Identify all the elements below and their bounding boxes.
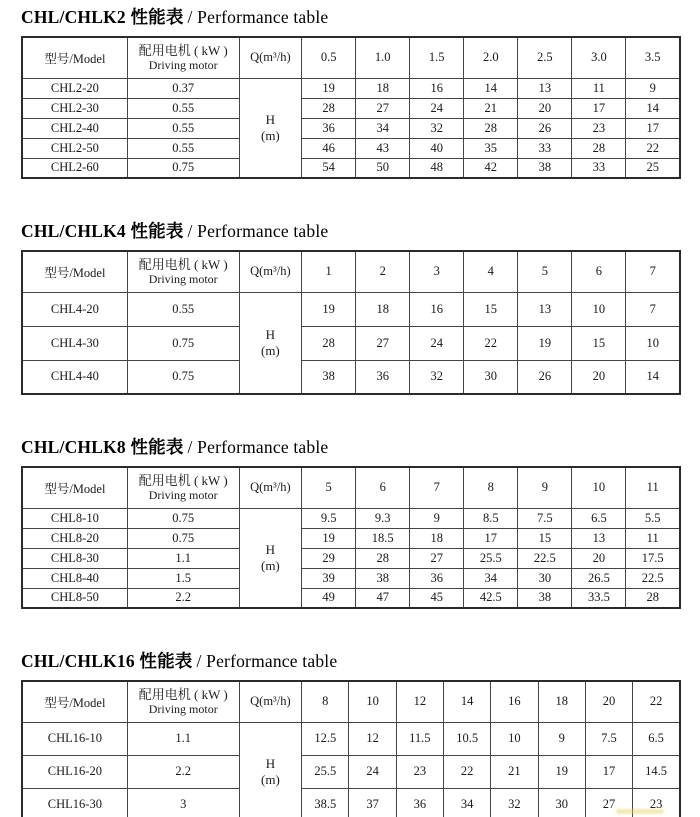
- head-value-cell: 42: [464, 158, 518, 178]
- model-cell: CHL2-40: [22, 118, 127, 138]
- head-unit-cell: [239, 292, 302, 394]
- table-row: [22, 78, 680, 98]
- head-value-cell: 27: [585, 788, 632, 817]
- head-value-cell: 36: [410, 568, 464, 588]
- head-value-cell: 22.5: [626, 568, 680, 588]
- head-unit-cell: [239, 508, 302, 608]
- head-value-cell: 12: [349, 722, 396, 755]
- model-cell: CHL2-20: [22, 78, 127, 98]
- head-value-cell: 32: [491, 788, 538, 817]
- head-value-cell: 28: [626, 588, 680, 608]
- head-symbol: H: [265, 542, 276, 558]
- table-row: [22, 508, 680, 528]
- model-cell: CHL16-10: [22, 722, 127, 755]
- head-value-cell: 36: [302, 118, 356, 138]
- flow-value-header: 16: [491, 681, 538, 722]
- table-row: [22, 158, 680, 178]
- head-value-cell: 10: [572, 292, 626, 326]
- flow-value-header: 10: [572, 467, 626, 508]
- head-value-cell: 17: [464, 528, 518, 548]
- section-chlk2: [21, 6, 681, 179]
- head-value-cell: 18: [410, 528, 464, 548]
- head-value-cell: 19: [302, 78, 356, 98]
- head-value-cell: 22: [626, 138, 680, 158]
- motor-power-cell: 0.55: [127, 292, 239, 326]
- section-title-chlk8: [21, 436, 681, 458]
- motor-power-cell: 0.75: [127, 326, 239, 360]
- model-cell: CHL2-30: [22, 98, 127, 118]
- head-value-cell: 9.5: [302, 508, 356, 528]
- col-header-motor: [127, 681, 239, 722]
- header-row: [22, 251, 680, 292]
- table-row: [22, 326, 680, 360]
- table-body: [22, 722, 680, 817]
- head-value-cell: 18: [356, 292, 410, 326]
- model-cell: CHL8-10: [22, 508, 127, 528]
- head-symbol: H: [265, 327, 276, 343]
- motor-power-cell: 0.55: [127, 118, 239, 138]
- head-value-cell: 11: [626, 528, 680, 548]
- section-chlk8: [21, 436, 681, 609]
- head-value-cell: 27: [356, 98, 410, 118]
- head-value-cell: 35: [464, 138, 518, 158]
- head-value-cell: 14: [626, 98, 680, 118]
- head-value-cell: 10: [491, 722, 538, 755]
- motor-label-en: Driving motor: [148, 702, 218, 717]
- motor-power-cell: 1.1: [127, 548, 239, 568]
- table-row: [22, 98, 680, 118]
- watermark-smudge: [616, 809, 664, 814]
- head-unit-cell: [239, 722, 302, 817]
- head-value-cell: 33: [572, 158, 626, 178]
- head-value-cell: 19: [302, 528, 356, 548]
- head-value-cell: 38: [356, 568, 410, 588]
- head-value-cell: 18.5: [356, 528, 410, 548]
- flow-value-header: 11: [626, 467, 680, 508]
- table-body: [22, 292, 680, 394]
- head-value-cell: 15: [464, 292, 518, 326]
- head-value-cell: 20: [572, 360, 626, 394]
- head-value-cell: 21: [464, 98, 518, 118]
- flow-value-header: 3.0: [572, 37, 626, 78]
- flow-value-header: 2.0: [464, 37, 518, 78]
- flow-value-header: 0.5: [302, 37, 356, 78]
- head-value-cell: 9: [410, 508, 464, 528]
- head-value-cell: 28: [302, 98, 356, 118]
- head-value-cell: 17.5: [626, 548, 680, 568]
- head-value-cell: 33.5: [572, 588, 626, 608]
- col-header-model: 型号/Model: [22, 251, 127, 292]
- table-row: [22, 360, 680, 394]
- head-value-cell: 47: [356, 588, 410, 608]
- table-header: [22, 467, 680, 508]
- flow-value-header: 14: [444, 681, 491, 722]
- head-value-cell: 25.5: [464, 548, 518, 568]
- head-value-cell: 26: [518, 360, 572, 394]
- head-value-cell: 13: [518, 78, 572, 98]
- head-value-cell: 20: [518, 98, 572, 118]
- head-value-cell: 28: [302, 326, 356, 360]
- head-value-cell: 34: [464, 568, 518, 588]
- head-value-cell: 43: [356, 138, 410, 158]
- table-row: [22, 755, 680, 788]
- flow-value-header: 18: [538, 681, 585, 722]
- head-value-cell: 17: [585, 755, 632, 788]
- flow-value-header: 10: [349, 681, 396, 722]
- model-cell: CHL8-50: [22, 588, 127, 608]
- section-chlk16: [21, 650, 681, 817]
- motor-label-zh: 配用电机 ( kW ): [138, 43, 228, 59]
- head-value-cell: 18: [356, 78, 410, 98]
- motor-power-cell: 0.55: [127, 98, 239, 118]
- section-title-chlk4: [21, 220, 681, 242]
- table-row: [22, 788, 680, 817]
- head-value-cell: 33: [518, 138, 572, 158]
- motor-label-zh: 配用电机 ( kW ): [138, 687, 228, 703]
- head-value-cell: 15: [518, 528, 572, 548]
- table-row: [22, 568, 680, 588]
- motor-power-cell: 0.75: [127, 360, 239, 394]
- head-value-cell: 23: [633, 788, 680, 817]
- head-unit: (m): [260, 343, 280, 359]
- table-row: [22, 722, 680, 755]
- header-row: [22, 467, 680, 508]
- performance-table-chlk8: [21, 466, 681, 609]
- head-value-cell: 9: [626, 78, 680, 98]
- table-row: [22, 548, 680, 568]
- title-english: / Performance table: [187, 221, 329, 241]
- flow-value-header: 5: [518, 251, 572, 292]
- head-value-cell: 30: [538, 788, 585, 817]
- table-body: [22, 78, 680, 178]
- flow-value-header: 4: [464, 251, 518, 292]
- flow-value-header: 6: [356, 467, 410, 508]
- head-value-cell: 26: [518, 118, 572, 138]
- head-value-cell: 17: [626, 118, 680, 138]
- head-value-cell: 28: [464, 118, 518, 138]
- head-value-cell: 34: [444, 788, 491, 817]
- head-value-cell: 22.5: [518, 548, 572, 568]
- flow-value-header: 7: [626, 251, 680, 292]
- flow-value-header: 2.5: [518, 37, 572, 78]
- title-model-series: CHL/CHLK16 性能表: [21, 651, 193, 671]
- model-cell: CHL4-30: [22, 326, 127, 360]
- section-chlk4: [21, 220, 681, 395]
- motor-power-cell: 2.2: [127, 755, 239, 788]
- motor-power-cell: 3: [127, 788, 239, 817]
- head-value-cell: 15: [572, 326, 626, 360]
- head-value-cell: 26.5: [572, 568, 626, 588]
- flow-value-header: 1.5: [410, 37, 464, 78]
- head-value-cell: 36: [356, 360, 410, 394]
- head-value-cell: 9.3: [356, 508, 410, 528]
- head-unit: (m): [260, 128, 280, 144]
- model-cell: CHL16-30: [22, 788, 127, 817]
- title-english: / Performance table: [187, 7, 329, 27]
- head-value-cell: 54: [302, 158, 356, 178]
- table-row: [22, 292, 680, 326]
- table-header: [22, 681, 680, 722]
- head-value-cell: 38.5: [302, 788, 349, 817]
- col-header-flow: Q(m³/h): [239, 681, 302, 722]
- head-value-cell: 22: [444, 755, 491, 788]
- model-cell: CHL16-20: [22, 755, 127, 788]
- header-row: [22, 37, 680, 78]
- head-value-cell: 12.5: [302, 722, 349, 755]
- head-value-cell: 10: [626, 326, 680, 360]
- title-model-series: CHL/CHLK2 性能表: [21, 7, 184, 27]
- head-value-cell: 6.5: [633, 722, 680, 755]
- performance-table-chlk16: [21, 680, 681, 817]
- head-value-cell: 19: [518, 326, 572, 360]
- head-value-cell: 40: [410, 138, 464, 158]
- motor-power-cell: 0.55: [127, 138, 239, 158]
- model-cell: CHL4-40: [22, 360, 127, 394]
- head-value-cell: 13: [518, 292, 572, 326]
- flow-value-header: 7: [410, 467, 464, 508]
- model-cell: CHL2-50: [22, 138, 127, 158]
- flow-value-header: 20: [585, 681, 632, 722]
- col-header-motor: [127, 37, 239, 78]
- head-value-cell: 10.5: [444, 722, 491, 755]
- col-header-flow: Q(m³/h): [239, 251, 302, 292]
- head-value-cell: 19: [302, 292, 356, 326]
- head-value-cell: 38: [518, 588, 572, 608]
- head-value-cell: 7: [626, 292, 680, 326]
- head-value-cell: 8.5: [464, 508, 518, 528]
- head-value-cell: 25: [626, 158, 680, 178]
- table-row: [22, 118, 680, 138]
- flow-value-header: 3: [410, 251, 464, 292]
- head-value-cell: 25.5: [302, 755, 349, 788]
- table-header: [22, 37, 680, 78]
- head-value-cell: 45: [410, 588, 464, 608]
- head-value-cell: 5.5: [626, 508, 680, 528]
- head-value-cell: 30: [518, 568, 572, 588]
- head-value-cell: 46: [302, 138, 356, 158]
- head-value-cell: 13: [572, 528, 626, 548]
- head-value-cell: 50: [356, 158, 410, 178]
- col-header-motor: [127, 251, 239, 292]
- col-header-flow: Q(m³/h): [239, 37, 302, 78]
- table-body: [22, 508, 680, 608]
- flow-value-header: 1: [302, 251, 356, 292]
- head-value-cell: 29: [302, 548, 356, 568]
- flow-value-header: 6: [572, 251, 626, 292]
- head-value-cell: 27: [410, 548, 464, 568]
- flow-value-header: 5: [302, 467, 356, 508]
- head-value-cell: 20: [572, 548, 626, 568]
- model-cell: CHL4-20: [22, 292, 127, 326]
- head-value-cell: 49: [302, 588, 356, 608]
- flow-value-header: 12: [396, 681, 443, 722]
- col-header-flow: Q(m³/h): [239, 467, 302, 508]
- title-english: / Performance table: [187, 437, 329, 457]
- col-header-model: 型号/Model: [22, 467, 127, 508]
- flow-value-header: 8: [302, 681, 349, 722]
- title-model-series: CHL/CHLK8 性能表: [21, 437, 184, 457]
- head-symbol: H: [265, 112, 276, 128]
- head-value-cell: 21: [491, 755, 538, 788]
- header-row: [22, 681, 680, 722]
- motor-power-cell: 0.37: [127, 78, 239, 98]
- head-unit: (m): [260, 558, 280, 574]
- head-value-cell: 32: [410, 360, 464, 394]
- flow-value-header: 1.0: [356, 37, 410, 78]
- head-value-cell: 7.5: [585, 722, 632, 755]
- head-value-cell: 38: [302, 360, 356, 394]
- section-title-chlk2: [21, 6, 681, 28]
- head-value-cell: 11: [572, 78, 626, 98]
- col-header-model: 型号/Model: [22, 37, 127, 78]
- flow-value-header: 8: [464, 467, 518, 508]
- flow-value-header: 22: [633, 681, 680, 722]
- head-value-cell: 14: [464, 78, 518, 98]
- head-value-cell: 14: [626, 360, 680, 394]
- col-header-motor: [127, 467, 239, 508]
- head-value-cell: 14.5: [633, 755, 680, 788]
- head-value-cell: 48: [410, 158, 464, 178]
- flow-value-header: 3.5: [626, 37, 680, 78]
- head-value-cell: 22: [464, 326, 518, 360]
- head-value-cell: 6.5: [572, 508, 626, 528]
- flow-value-header: 2: [356, 251, 410, 292]
- head-value-cell: 11.5: [396, 722, 443, 755]
- head-value-cell: 38: [518, 158, 572, 178]
- head-value-cell: 39: [302, 568, 356, 588]
- head-value-cell: 7.5: [518, 508, 572, 528]
- title-english: / Performance table: [196, 651, 338, 671]
- head-unit: (m): [261, 771, 280, 787]
- head-value-cell: 17: [572, 98, 626, 118]
- head-value-cell: 9: [538, 722, 585, 755]
- performance-table-chlk2: [21, 36, 681, 179]
- head-value-cell: 23: [572, 118, 626, 138]
- motor-label-en: Driving motor: [148, 58, 218, 73]
- head-unit-cell: [239, 78, 302, 178]
- motor-label-en: Driving motor: [148, 272, 218, 287]
- head-value-cell: 42.5: [464, 588, 518, 608]
- head-value-cell: 28: [356, 548, 410, 568]
- section-title-chlk16: [21, 650, 681, 672]
- table-row: [22, 528, 680, 548]
- head-value-cell: 32: [410, 118, 464, 138]
- motor-power-cell: 1.5: [127, 568, 239, 588]
- motor-power-cell: 0.75: [127, 508, 239, 528]
- head-symbol: H: [265, 755, 276, 771]
- head-value-cell: 28: [572, 138, 626, 158]
- title-model-series: CHL/CHLK4 性能表: [21, 221, 184, 241]
- col-header-model: 型号/Model: [22, 681, 127, 722]
- head-value-cell: 24: [410, 98, 464, 118]
- head-value-cell: 16: [410, 292, 464, 326]
- motor-label-zh: 配用电机 ( kW ): [138, 473, 228, 489]
- motor-power-cell: 0.75: [127, 158, 239, 178]
- motor-power-cell: 2.2: [127, 588, 239, 608]
- model-cell: CHL2-60: [22, 158, 127, 178]
- head-value-cell: 16: [410, 78, 464, 98]
- head-value-cell: 36: [396, 788, 443, 817]
- table-header: [22, 251, 680, 292]
- model-cell: CHL8-40: [22, 568, 127, 588]
- head-value-cell: 19: [538, 755, 585, 788]
- table-row: [22, 588, 680, 608]
- table-row: [22, 138, 680, 158]
- head-value-cell: 24: [410, 326, 464, 360]
- performance-table-chlk4: [21, 250, 681, 395]
- model-cell: CHL8-20: [22, 528, 127, 548]
- head-value-cell: 27: [356, 326, 410, 360]
- motor-label-en: Driving motor: [148, 488, 218, 503]
- motor-label-zh: 配用电机 ( kW ): [138, 257, 228, 273]
- motor-power-cell: 1.1: [127, 722, 239, 755]
- head-value-cell: 30: [464, 360, 518, 394]
- head-value-cell: 23: [396, 755, 443, 788]
- flow-value-header: 9: [518, 467, 572, 508]
- model-cell: CHL8-30: [22, 548, 127, 568]
- head-value-cell: 37: [349, 788, 396, 817]
- motor-power-cell: 0.75: [127, 528, 239, 548]
- head-value-cell: 24: [349, 755, 396, 788]
- head-value-cell: 34: [356, 118, 410, 138]
